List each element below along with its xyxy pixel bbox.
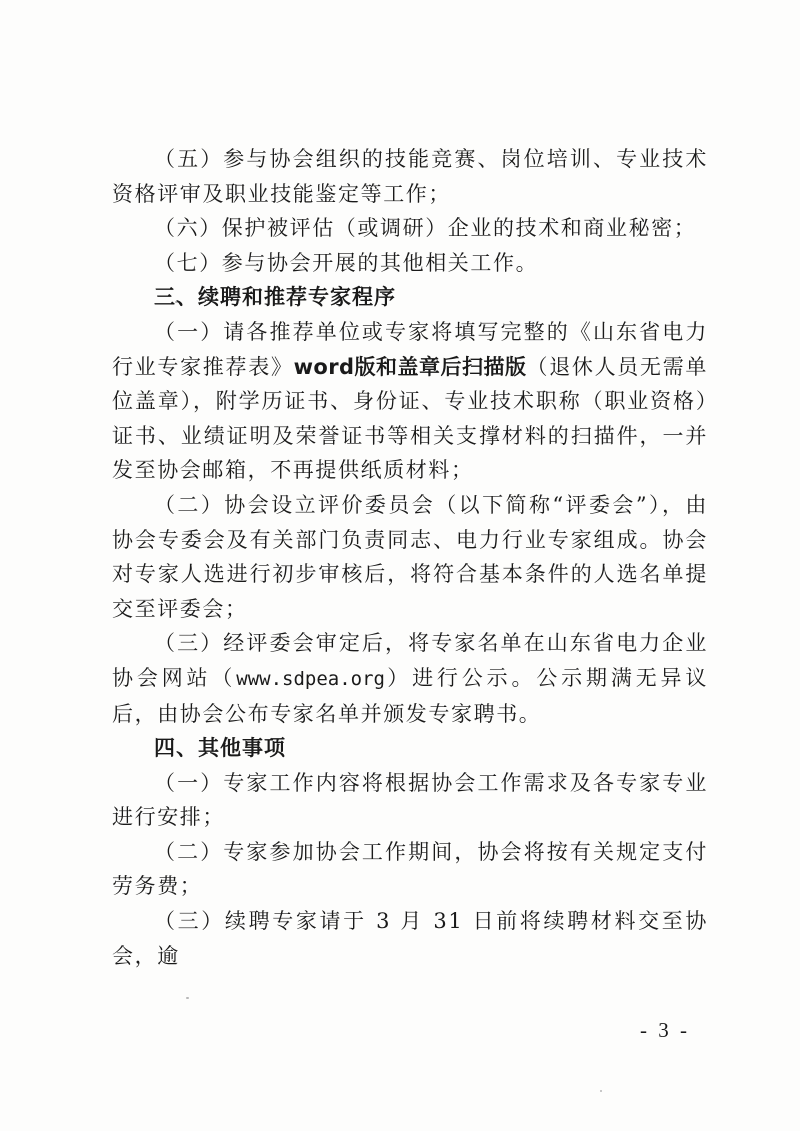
document-body bbox=[112, 142, 708, 973]
paragraph-item-7: （七）参与协会开展的其他相关工作。 bbox=[154, 250, 539, 275]
paragraph-item-6: （六）保护被评估（或调研）企业的技术和商业秘密； bbox=[154, 216, 697, 241]
section-4-item-2: （二）专家参加协会工作期间，协会将按有关规定支付劳务费； bbox=[112, 839, 708, 899]
section-3-heading: 三、续聘和推荐专家程序 bbox=[154, 285, 396, 310]
section-4-item-1: （一）专家工作内容将根据协会工作需求及各专家专业进行安排； bbox=[112, 770, 708, 830]
section-3-item-1-text-a: （一）请各推荐单位或专家将填写完整的《山东省电力行业专家推荐表》 bbox=[112, 319, 708, 379]
paragraph-item-5: （五）参与协会组织的技能竞赛、岗位培训、专业技术资格评审及职业技能鉴定等工作； bbox=[112, 147, 708, 206]
page-number: - 3 - bbox=[640, 1018, 690, 1042]
section-3-item-2: （二）协会设立评价委员会（以下简称“评委会”），由协会专委会及有关部门负责同志、电力行业专家组成。协会对专家人选进行初步审核后，将符合基本条件的人选名单提交至评委会； bbox=[112, 492, 708, 621]
section-3-item-3 bbox=[112, 626, 708, 731]
scan-speck bbox=[186, 997, 189, 999]
scan-speck bbox=[600, 1090, 602, 1092]
section-3-item-1-bold-text: word版和盖章后扫描版 bbox=[293, 354, 527, 379]
section-3-item-1 bbox=[112, 315, 708, 488]
website-url: www.sdpea.org bbox=[236, 667, 385, 690]
section-3-item-3-text-a: （三）经评委会审定后，将专家名单在山东省电力企业协会网站（ bbox=[112, 631, 708, 690]
section-3-item-3-text-b: ）进行公示。公示期满无异议后，由协会公布专家名单并颁发专家聘书。 bbox=[112, 665, 708, 726]
section-4-heading: 四、其他事项 bbox=[154, 736, 286, 761]
section-4-item-3: （三）续聘专家请于 3 月 31 日前将续聘材料交至协会，逾 bbox=[112, 909, 708, 968]
section-3-item-1-text-b: （退休人员无需单位盖章），附学历证书、身份证、专业技术职称（职业资格）证书、业绩证明及荣誉证书等相关支撑材料的扫描件，一并发至协会邮箱，不再提供纸质材料； bbox=[112, 354, 708, 483]
